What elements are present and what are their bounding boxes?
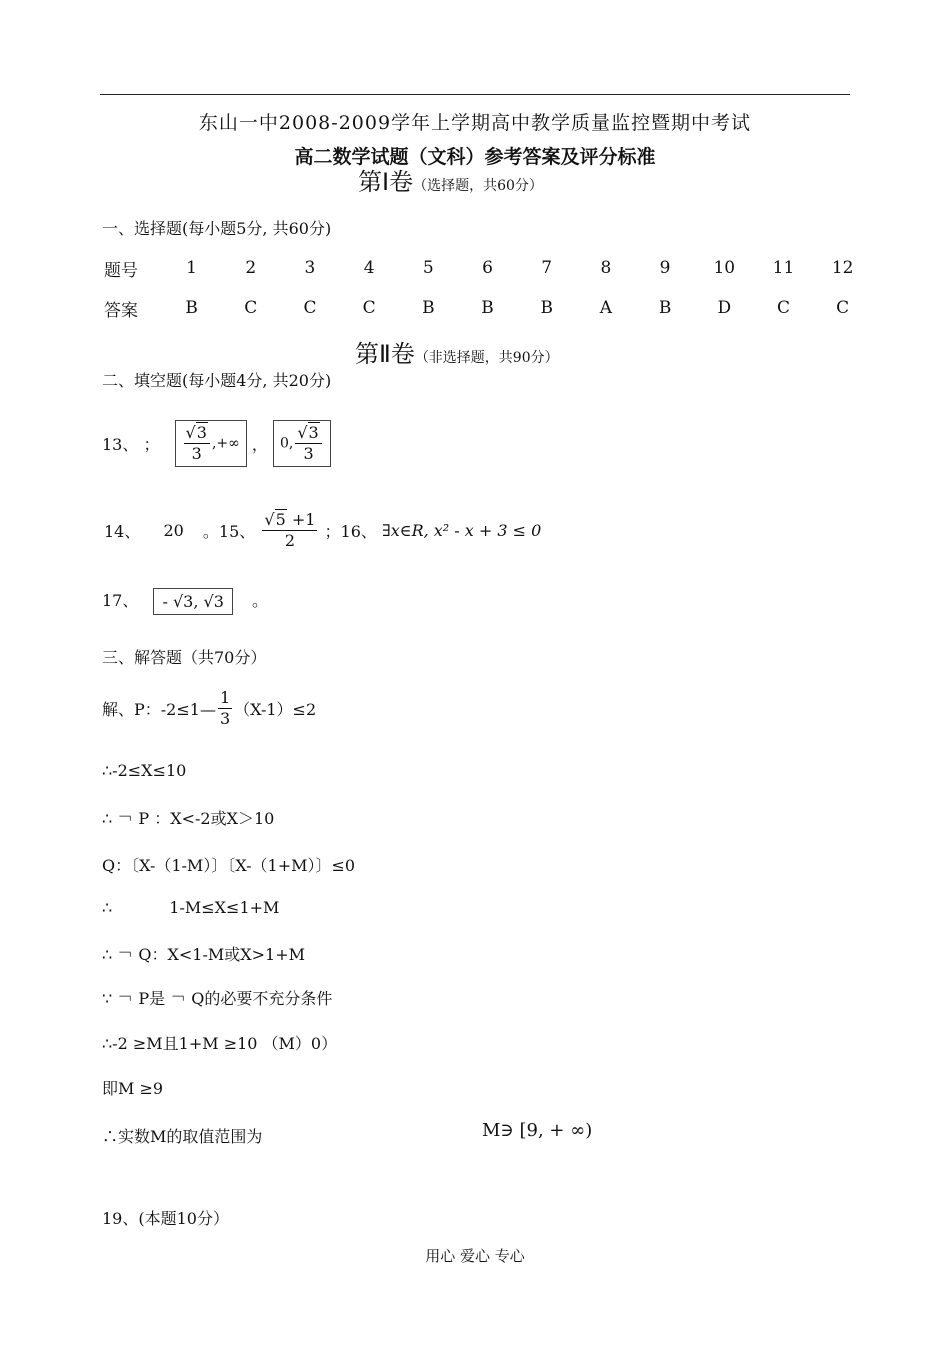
- q14-label: 14、: [104, 522, 141, 541]
- answer-cell: A: [599, 298, 613, 318]
- solution-line3: ∴ ￢ P ：X<-2或X＞10: [102, 809, 275, 828]
- solution-line5-text: 1-M≤X≤1+M: [169, 898, 280, 917]
- denominator: 3: [191, 444, 202, 463]
- answer-cell: C: [303, 298, 317, 318]
- solution-line5: [102, 898, 279, 917]
- q17-tail: 。: [251, 591, 268, 610]
- answer-cell: B: [481, 298, 494, 318]
- fraction: [218, 688, 232, 729]
- q15-fraction: $\frac{√5 +1}{2}$: [264, 510, 316, 550]
- title-line1: 东山一中2008-2009学年上学期高中教学质量监控暨期中考试: [198, 112, 752, 134]
- question-number: 11: [772, 258, 795, 278]
- question-number: 4: [363, 258, 375, 278]
- part2-heading-block: [355, 334, 559, 369]
- q13-interval-1: [175, 420, 247, 467]
- question-number: 3: [304, 258, 316, 278]
- denominator: 3: [303, 444, 314, 463]
- q13-answer: [102, 420, 331, 467]
- section2-label: 二、填空题(每小题4分, 共20分): [102, 371, 332, 390]
- part2-note: （非选择题，共90分）: [414, 350, 559, 366]
- denominator: 3: [219, 709, 231, 728]
- interval-start: 0,: [279, 435, 294, 452]
- answer-cell: C: [836, 298, 850, 318]
- solution-line1-pre: 解、P：-2≤1—: [102, 700, 216, 719]
- fraction: $\frac{√3}{3}$: [184, 423, 210, 464]
- question-number: 5: [422, 258, 434, 278]
- question-number: 6: [482, 258, 493, 278]
- solution-line9: 即M ≥9: [102, 1079, 164, 1098]
- sqrt-arg: 3: [196, 423, 207, 442]
- section1-label: 一、选择题(每小题5分, 共60分): [102, 219, 332, 238]
- q13-interval-2: [273, 420, 331, 467]
- question-number: 2: [245, 258, 257, 278]
- solution-range-answer: M∋ [9, + ∞): [482, 1120, 593, 1141]
- q16-answer: ∃x∈R, x² - x + 3 ≤ 0: [382, 521, 542, 540]
- answer-cell: C: [362, 298, 376, 318]
- solution-line2: ∴-2≤X≤10: [102, 761, 187, 780]
- top-rule: [100, 94, 850, 95]
- denominator: 2: [284, 531, 296, 550]
- q16-label: ；16、: [324, 522, 377, 541]
- part1-heading-block: [358, 162, 543, 197]
- table-row-label: 答案: [104, 300, 138, 321]
- table-row-label: 题号: [104, 260, 138, 281]
- question-number: 12: [831, 258, 854, 278]
- sqrt-arg: 5: [275, 510, 286, 529]
- q15-label: 。15、: [202, 522, 256, 541]
- answer-cell: D: [717, 298, 732, 318]
- question-number: 1: [186, 258, 197, 278]
- q14-16-answers: [104, 510, 541, 551]
- answer-cell: B: [658, 298, 672, 318]
- sqrt-arg: 3: [308, 423, 319, 442]
- answer-cell: C: [244, 298, 258, 318]
- answer-cell: B: [185, 298, 198, 318]
- solution-line10: ∴实数M的取值范围为: [102, 1127, 263, 1146]
- numerator-tail: +1: [286, 510, 316, 529]
- solution-line1: [102, 688, 316, 729]
- interval-tail: ,+∞: [211, 435, 240, 452]
- question-number: 8: [600, 258, 612, 278]
- q17-label: 17、: [102, 591, 139, 610]
- numerator: 1: [219, 688, 231, 707]
- section3-label: 三、解答题（共70分）: [102, 648, 267, 667]
- solution-line4: Q：〔X-（1-M）〕〔X-（1+M）〕≤0: [102, 856, 356, 875]
- part2-heading: 第Ⅱ卷: [355, 340, 415, 368]
- q14-answer: 20: [163, 521, 184, 540]
- table-row: [100, 288, 872, 328]
- solution-line6: ∴ ￢ Q：X<1-M或X>1+M: [102, 945, 306, 964]
- answer-cell: B: [422, 298, 435, 318]
- separator: ，: [251, 435, 268, 454]
- question-number: 10: [713, 258, 736, 278]
- question-number: 7: [541, 258, 553, 278]
- answer-cell: C: [776, 298, 790, 318]
- title-line2: 高二数学试题（文科）参考答案及评分标准: [294, 146, 656, 168]
- part1-heading: 第Ⅰ卷: [358, 168, 414, 196]
- table-row: [100, 248, 872, 288]
- q13-label: 13、 ；: [102, 435, 160, 454]
- question-number: 9: [659, 258, 671, 278]
- fraction: $\frac{√3}{3}$: [295, 423, 321, 464]
- solution-line7: ∵ ￢ P是 ￢ Q的必要不充分条件: [102, 989, 333, 1008]
- answer-table: [100, 248, 872, 328]
- q19-label: 19、(本题10分）: [102, 1209, 229, 1228]
- therefore-symbol: ∴: [102, 898, 113, 917]
- answer-cell: B: [540, 298, 553, 318]
- solution-line1-post: （X-1）≤2: [234, 700, 317, 719]
- q17-interval: - √3, √3: [153, 588, 232, 615]
- q17-answer: [102, 588, 268, 615]
- solution-line8: ∴-2 ≥M且1+M ≥10 （M）0）: [102, 1034, 338, 1053]
- page-footer: 用心 爱心 专心: [425, 1247, 525, 1265]
- part1-note: （选择题，共60分）: [413, 178, 543, 194]
